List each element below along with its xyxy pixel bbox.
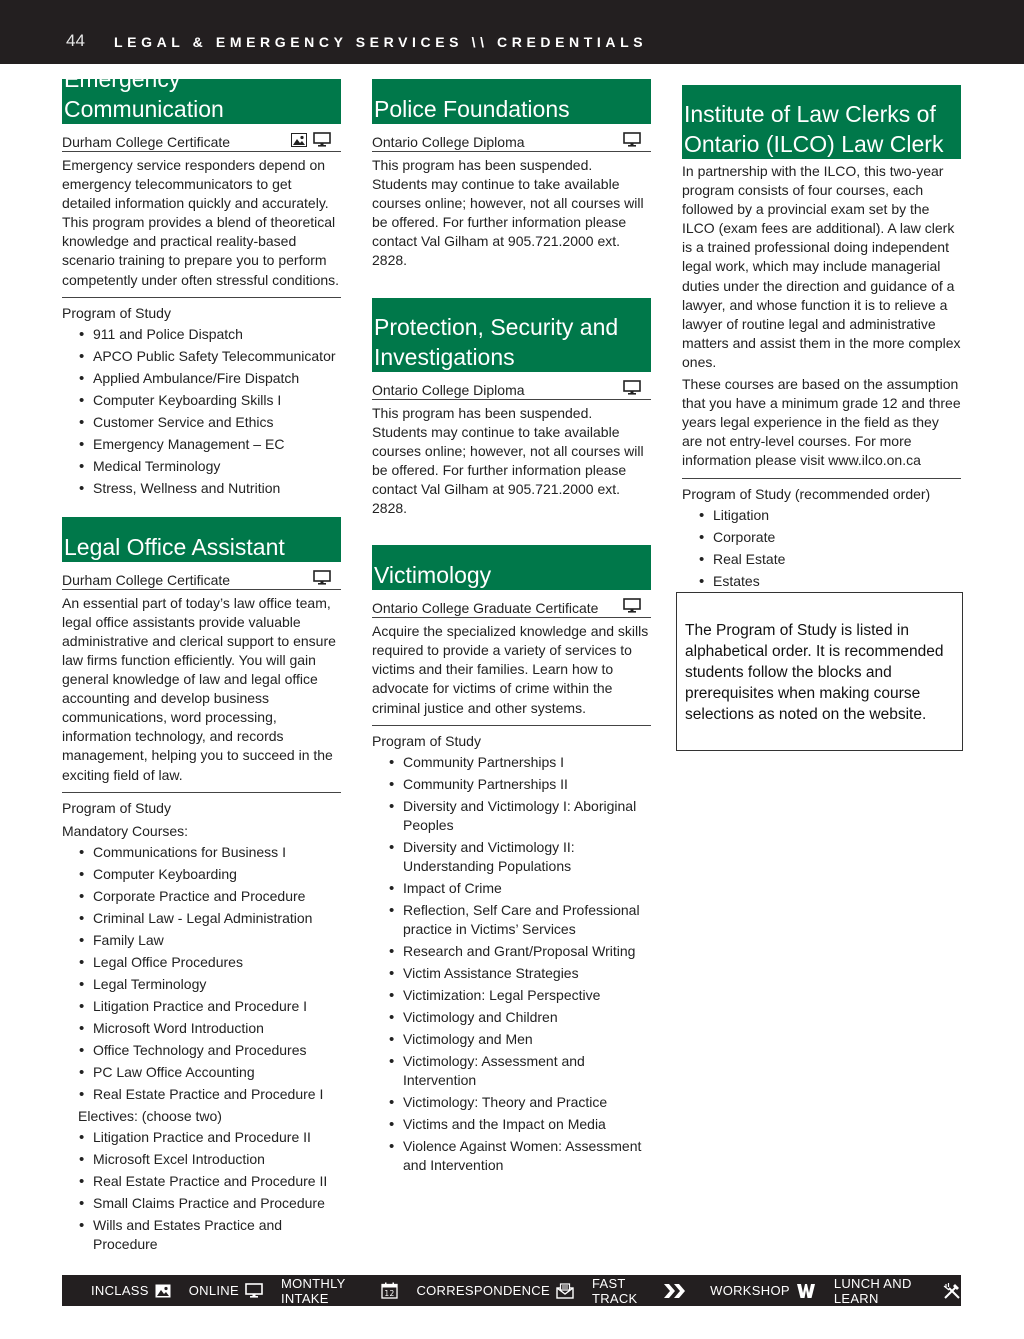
list-item: • Corporate Practice and Procedure xyxy=(62,887,341,906)
list-item: • PC Law Office Accounting xyxy=(62,1063,341,1082)
legend-fast-track xyxy=(592,1276,687,1306)
list-item: • Medical Terminology xyxy=(62,457,341,476)
list-item: • Community Partnerships I xyxy=(372,753,651,772)
program-title: Victimology xyxy=(372,545,651,590)
program-of-study-label: Program of Study (recommended order) xyxy=(682,485,931,502)
credential-line xyxy=(372,124,651,152)
list-item: • Microsoft Word Introduction xyxy=(62,1019,341,1038)
course-list xyxy=(62,325,341,498)
list-item: • Communications for Business I xyxy=(62,843,341,862)
legend-lunch-and-learn xyxy=(834,1276,961,1306)
legend-inclass xyxy=(91,1283,171,1298)
program-requirements: These courses are based on the assumption that you have a minimum grade 12 and three years legal experience in the field as they are not entry-level courses. For more information please visit www.ilco.on.ca xyxy=(682,376,961,469)
electives-label: Electives: (choose two) xyxy=(78,1107,222,1124)
course-list xyxy=(682,506,961,591)
page-number: 44 xyxy=(66,31,85,50)
list-item: • Family Law xyxy=(62,931,341,950)
program-description: In partnership with the ILCO, this two-year program consists of four courses, each followed by a provincial exam set by the ILCO (exam fees are additional). A law clerk is a trained professional doing independent legal work, which may include managerial duties under the direction and guidance of a lawyer, and whose function it is to relieve a lawyer of routine legal and administrative matters and assist them in the more complex ones. xyxy=(682,163,961,370)
list-item: • Stress, Wellness and Nutrition xyxy=(62,479,341,498)
credential-type: Ontario College Graduate Certificate xyxy=(372,600,599,617)
program-title: Emergency Communication xyxy=(62,79,341,124)
divider xyxy=(682,478,961,479)
course-list xyxy=(372,753,651,1175)
online-icon xyxy=(623,380,641,398)
legend-label: WORKSHOP xyxy=(710,1283,790,1298)
list-item: • APCO Public Safety Telecommunicator xyxy=(62,347,341,366)
list-item: • Emergency Management – EC xyxy=(62,435,341,454)
mandatory-label: Mandatory Courses: xyxy=(62,822,189,839)
credential-type: Ontario College Diploma xyxy=(372,381,525,398)
list-item: • Wills and Estates Practice and Procedure xyxy=(62,1216,341,1254)
svg-text:12: 12 xyxy=(384,1289,396,1298)
divider xyxy=(62,297,341,298)
column-middle xyxy=(372,79,651,1178)
credential-type: Durham College Certificate xyxy=(62,571,231,588)
icon-legend xyxy=(62,1275,961,1306)
divider xyxy=(372,725,651,726)
list-item: • 911 and Police Dispatch xyxy=(62,325,341,344)
list-item: • Impact of Crime xyxy=(372,879,651,898)
program-of-study-note: The Program of Study is listed in alphabetical order. It is recommended students follow the blocks and prerequisites when making course selections as noted on the website. xyxy=(676,592,963,751)
fast-track-icon xyxy=(663,1283,687,1299)
list-item: • Real Estate xyxy=(682,550,961,569)
list-item: • Corporate xyxy=(682,528,961,547)
list-item: • Victimization: Legal Perspective xyxy=(372,986,651,1005)
list-item: • Victimology and Men xyxy=(372,1030,651,1049)
list-item: • Community Partnerships II xyxy=(372,775,651,794)
legend-workshop xyxy=(710,1283,816,1299)
list-item: • Customer Service and Ethics xyxy=(62,413,341,432)
online-icon xyxy=(313,570,331,588)
list-item: • Office Technology and Procedures xyxy=(62,1041,341,1060)
list-item: • Estates xyxy=(682,572,961,591)
column-right xyxy=(682,85,961,594)
divider xyxy=(62,792,341,793)
credential-line xyxy=(62,562,341,590)
list-item: • Victimology and Children xyxy=(372,1008,651,1027)
credential-type: Ontario College Diploma xyxy=(372,134,525,150)
list-item: • Computer Keyboarding xyxy=(62,865,341,884)
lunch-and-learn-icon xyxy=(943,1282,961,1300)
legend-label: CORRESPONDENCE xyxy=(416,1283,550,1298)
program-title: Legal Office Assistant xyxy=(62,517,341,562)
credential-line xyxy=(372,372,651,400)
credential-type: Durham College Certificate xyxy=(62,134,231,150)
online-icon xyxy=(623,598,641,616)
list-item: • Reflection, Self Care and Professional practice in Victims’ Services xyxy=(372,901,651,939)
legend-online xyxy=(189,1283,263,1298)
legend-correspondence xyxy=(416,1283,574,1299)
list-item: • Victims and the Impact on Media xyxy=(372,1115,651,1134)
elective-course-list xyxy=(62,1128,341,1254)
inclass-icon xyxy=(291,133,307,150)
list-item: • Legal Office Procedures xyxy=(62,953,341,972)
program-ilco-law-clerk xyxy=(682,85,961,591)
list-item: • Victimology: Theory and Practice xyxy=(372,1093,651,1112)
list-item: • Violence Against Women: Assessment and Intervention xyxy=(372,1137,651,1175)
program-description: Acquire the specialized knowledge and skills required to provide a variety of services to victims and their families. Learn how to advocate for victims of crime within the criminal justice and other systems. xyxy=(372,623,649,716)
legend-label: MONTHLY INTAKE xyxy=(280,1275,346,1306)
online-icon xyxy=(313,132,331,150)
program-description: This program has been suspended. Students may continue to take available courses online; however, not all courses will be offered. For further information please contact Val Gilham at 905.721.2000 ext. 2828. xyxy=(372,404,644,517)
online-icon xyxy=(245,1283,263,1298)
list-item: • Diversity and Victimology I: Aboriginal Peoples xyxy=(372,797,651,835)
correspondence-icon xyxy=(556,1283,574,1299)
program-description: This program has been suspended. Students may continue to take available courses online; however, not all courses will be offered. For further information please contact Val Gilham at 905.721.2000 ext. 2828. xyxy=(372,157,644,269)
credential-line xyxy=(62,124,341,152)
mandatory-course-list xyxy=(62,843,341,1104)
list-item: • Diversity and Victimology II: Understanding Populations xyxy=(372,838,651,876)
list-item: • Real Estate Practice and Procedure I xyxy=(62,1085,341,1104)
program-title: Protection, Security and Investigations xyxy=(372,298,651,372)
list-item: • Legal Terminology xyxy=(62,975,341,994)
program-emergency-communication xyxy=(62,66,341,498)
list-item: • Victim Assistance Strategies xyxy=(372,964,651,983)
program-title: Police Foundations xyxy=(372,79,651,124)
program-of-study-label: Program of Study xyxy=(62,304,171,321)
list-item: • Microsoft Excel Introduction xyxy=(62,1150,341,1169)
list-item: • Small Claims Practice and Procedure xyxy=(62,1194,341,1213)
program-victimology xyxy=(372,545,651,1174)
legend-label: ONLINE xyxy=(188,1283,239,1298)
program-legal-office-assistant xyxy=(62,517,341,1254)
list-item: • Research and Grant/Proposal Writing xyxy=(372,942,651,961)
program-of-study-label: Program of Study xyxy=(62,799,171,816)
list-item: • Victimology: Assessment and Intervention xyxy=(372,1052,651,1090)
program-title: Institute of Law Clerks of Ontario (ILCO) Law Clerk xyxy=(682,85,961,159)
list-item: • Litigation Practice and Procedure I xyxy=(62,997,341,1016)
list-item: • Litigation xyxy=(682,506,961,525)
monthly-intake-icon xyxy=(381,1282,398,1299)
list-item: • Litigation Practice and Procedure II xyxy=(62,1128,341,1147)
program-description: An essential part of today’s law office team, legal office assistants provide valuable administrative and clerical support to ensure law firms function efficiently. You will gain general knowledge of law and legal office accounting and develop business communications, word processing, information technology, and records management, helping you to succeed in the exciting field of law. xyxy=(62,594,336,783)
legend-label: LUNCH AND LEARN xyxy=(833,1275,912,1306)
program-description: Emergency service responders depend on emergency telecommunicators to get detailed information quickly and accurately. This program provides a blend of theoretical knowledge and practical reality-based scenario training to prepare you to perform competently under often stressful conditions. xyxy=(62,157,340,288)
section-title: LEGAL & EMERGENCY SERVICES \\ CREDENTIALS xyxy=(114,34,648,50)
online-icon xyxy=(623,132,641,150)
legend-label: INCLASS xyxy=(91,1283,149,1298)
inclass-icon xyxy=(155,1284,171,1298)
list-item: • Real Estate Practice and Procedure II xyxy=(62,1172,341,1191)
list-item: • Criminal Law - Legal Administration xyxy=(62,909,341,928)
column-left xyxy=(62,66,341,1257)
workshop-icon xyxy=(796,1283,816,1299)
program-protection-security xyxy=(372,298,651,519)
list-item: • Applied Ambulance/Fire Dispatch xyxy=(62,369,341,388)
list-item: • Computer Keyboarding Skills I xyxy=(62,391,341,410)
credential-line xyxy=(372,590,651,618)
program-of-study-label: Program of Study xyxy=(372,732,481,749)
legend-label: FAST TRACK xyxy=(591,1275,638,1306)
legend-monthly-intake xyxy=(281,1276,399,1306)
program-police-foundations xyxy=(372,79,651,271)
page-header xyxy=(0,0,1024,64)
